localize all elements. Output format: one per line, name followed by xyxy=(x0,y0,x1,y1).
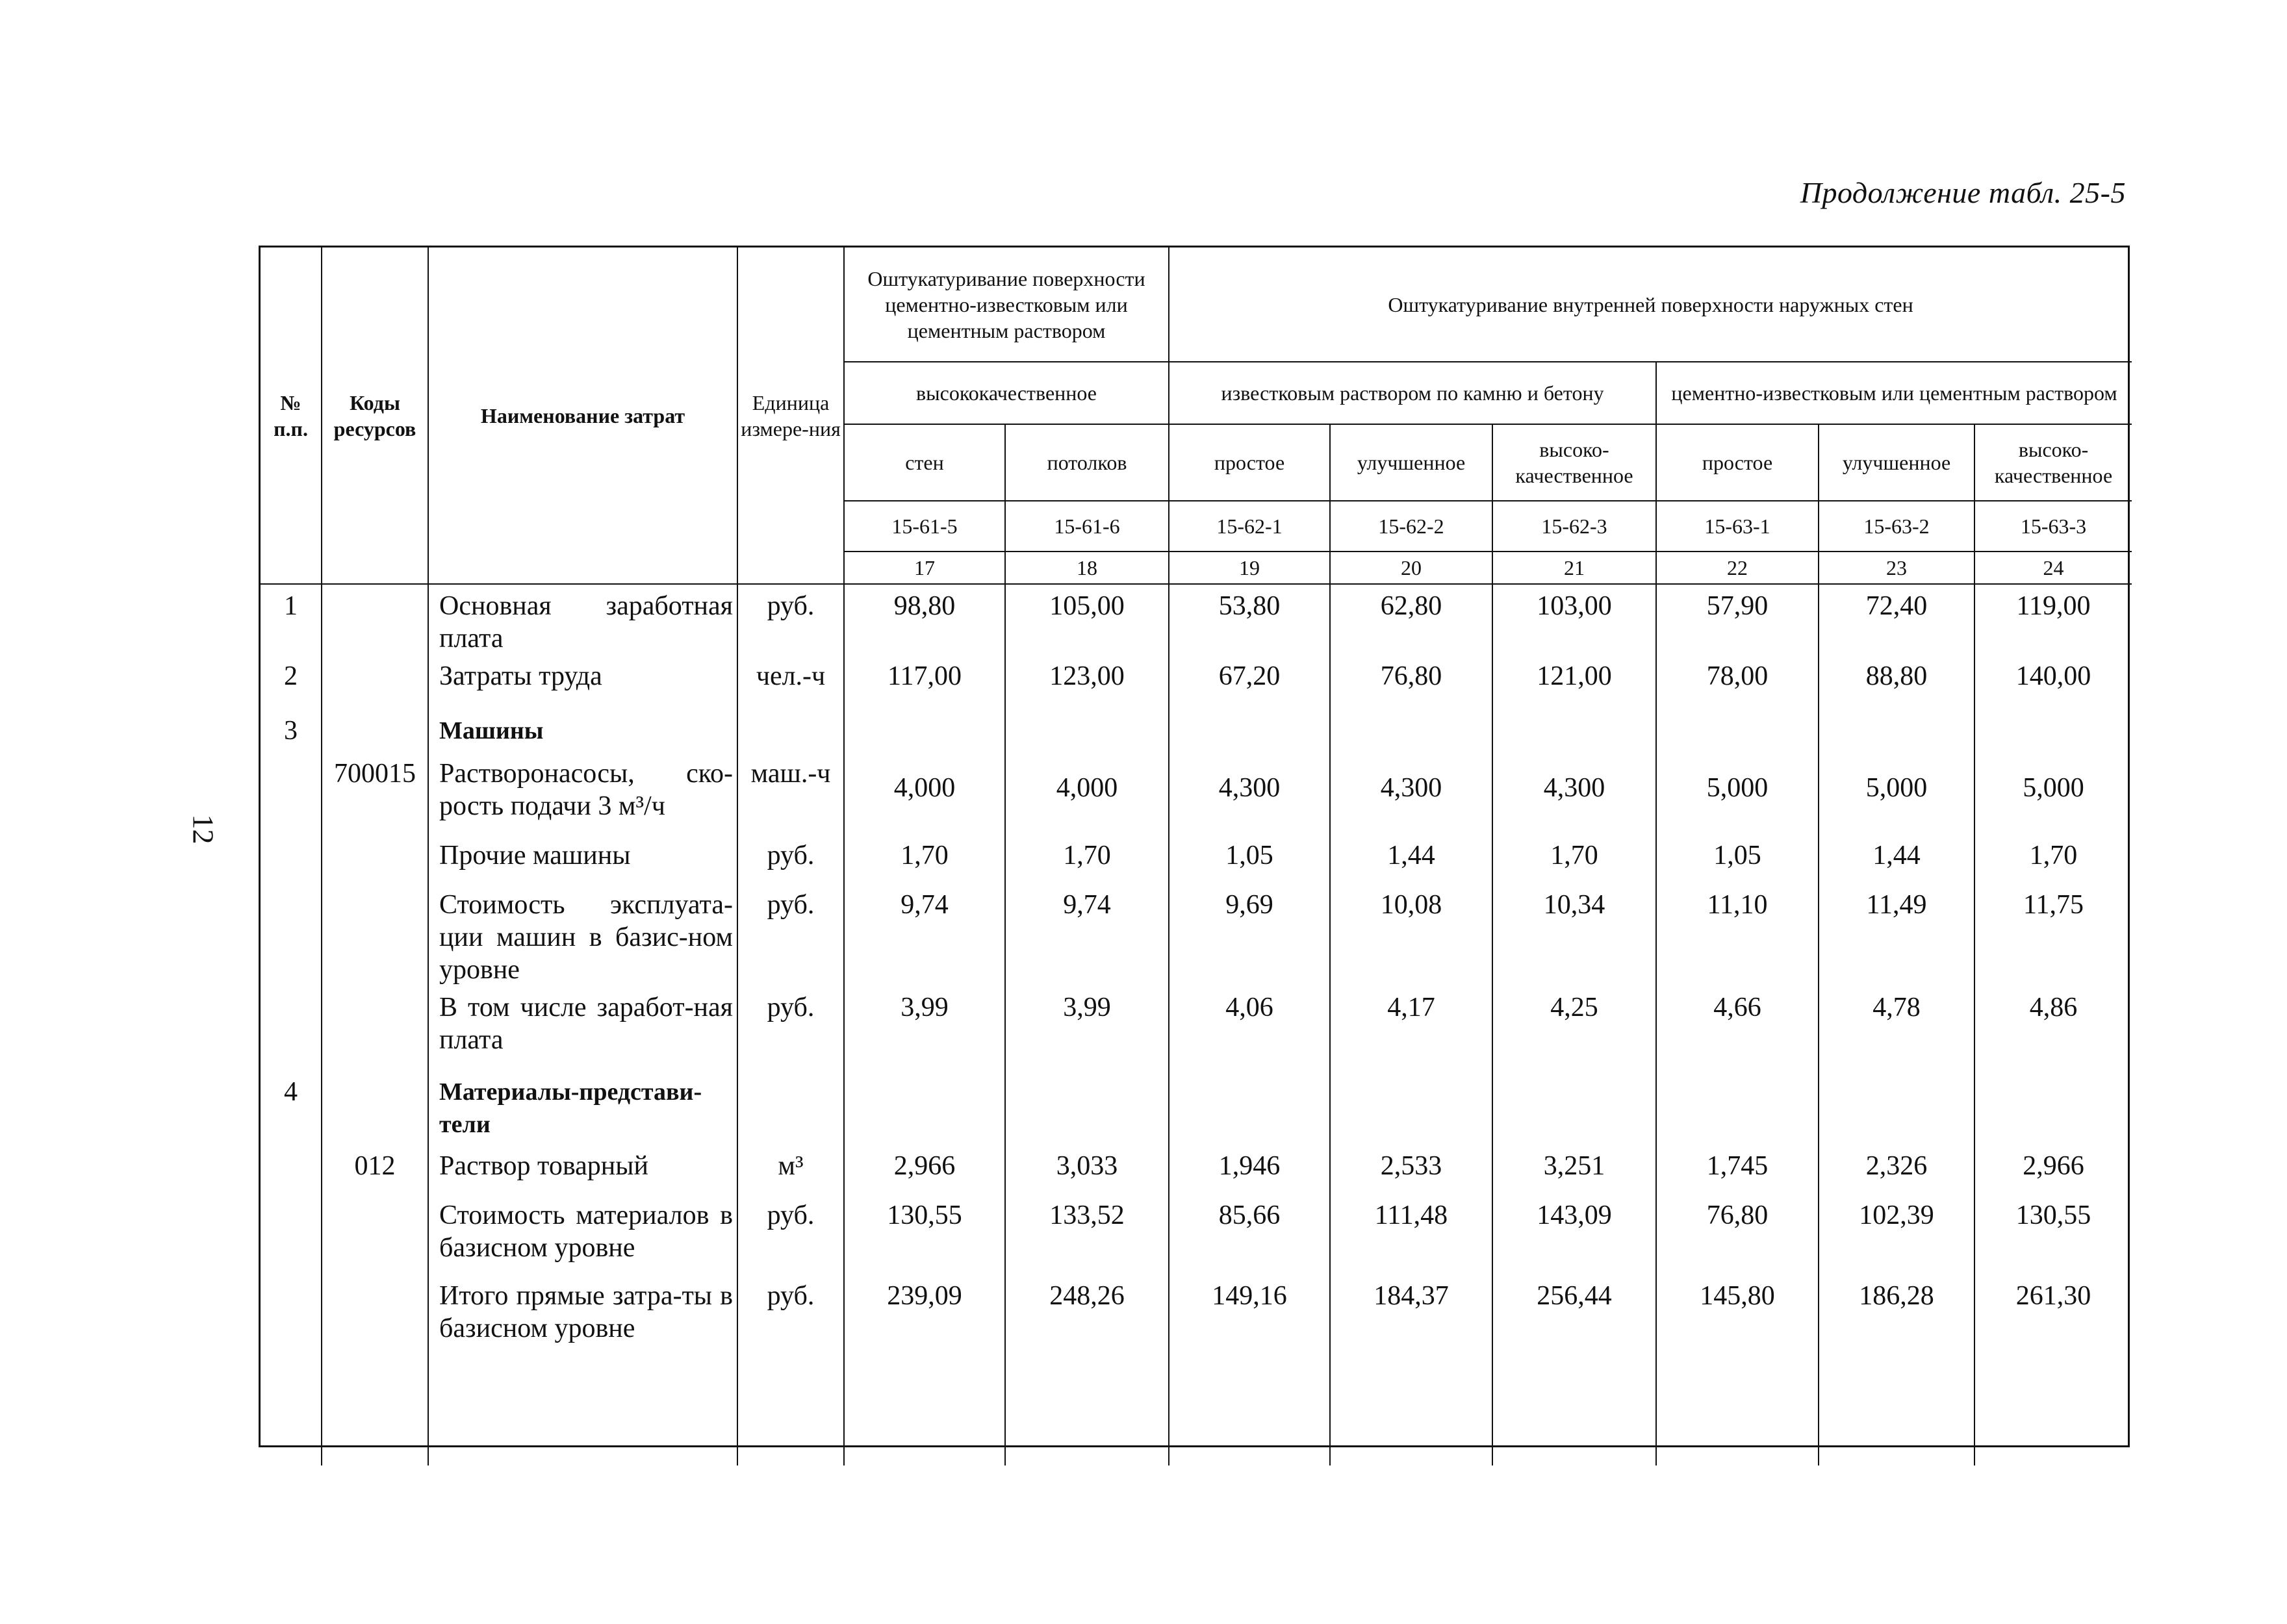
cost-name: Стоимость материалов в базисном уровне xyxy=(428,1194,737,1275)
table-row xyxy=(261,1275,2132,1355)
value: 4,25 xyxy=(1492,986,1656,1071)
resource-code: 700015 xyxy=(322,752,428,834)
value: 1,44 xyxy=(1330,834,1492,883)
header-leaf: простое xyxy=(1169,424,1330,501)
value: 4,66 xyxy=(1656,986,1819,1071)
value: 140,00 xyxy=(1974,655,2132,709)
value: 1,05 xyxy=(1169,834,1330,883)
section-title: Материалы-представи-тели xyxy=(428,1071,737,1145)
unit xyxy=(737,709,844,752)
value: 78,00 xyxy=(1656,655,1819,709)
value: 261,30 xyxy=(1974,1275,2132,1355)
resource-code xyxy=(322,834,428,883)
unit: руб. xyxy=(737,584,844,655)
value: 4,06 xyxy=(1169,986,1330,1071)
table-row xyxy=(261,1145,2132,1194)
header-group-a: Оштукатуривание поверхности цементно-известковым или цементным раствором xyxy=(844,247,1169,362)
resource-code xyxy=(322,883,428,986)
header-norm-code: 15-63-2 xyxy=(1819,501,1974,552)
value: 76,80 xyxy=(1656,1194,1819,1275)
cost-name: Раствор товарный xyxy=(428,1145,737,1194)
table-filler-row xyxy=(261,1355,2132,1465)
value: 1,70 xyxy=(1974,834,2132,883)
unit: маш.-ч xyxy=(737,752,844,834)
value: 5,000 xyxy=(1656,752,1819,834)
value: 1,70 xyxy=(1005,834,1169,883)
value: 119,00 xyxy=(1974,584,2132,655)
value: 145,80 xyxy=(1656,1275,1819,1355)
header-column-number: 21 xyxy=(1492,552,1656,584)
row-number xyxy=(261,752,322,834)
header-column-number: 19 xyxy=(1169,552,1330,584)
row-number xyxy=(261,1275,322,1355)
cost-name: В том числе заработ-ная плата xyxy=(428,986,737,1071)
value: 256,44 xyxy=(1492,1275,1656,1355)
header-column-number: 20 xyxy=(1330,552,1492,584)
table-row xyxy=(261,1194,2132,1275)
value: 4,17 xyxy=(1330,986,1492,1071)
value: 53,80 xyxy=(1169,584,1330,655)
value xyxy=(1169,709,1330,752)
unit: руб. xyxy=(737,1275,844,1355)
resource-code xyxy=(322,986,428,1071)
value: 2,326 xyxy=(1819,1145,1974,1194)
value xyxy=(1819,709,1974,752)
unit: чел.-ч xyxy=(737,655,844,709)
table-body xyxy=(261,584,2132,1465)
row-number xyxy=(261,883,322,986)
unit: руб. xyxy=(737,834,844,883)
row-number xyxy=(261,986,322,1071)
value: 9,74 xyxy=(844,883,1005,986)
unit: руб. xyxy=(737,986,844,1071)
value: 9,74 xyxy=(1005,883,1169,986)
value: 5,000 xyxy=(1819,752,1974,834)
header-name: Наименование затрат xyxy=(428,247,737,584)
header-leaf: стен xyxy=(844,424,1005,501)
value: 2,966 xyxy=(844,1145,1005,1194)
value: 4,000 xyxy=(844,752,1005,834)
value: 130,55 xyxy=(844,1194,1005,1275)
value: 3,99 xyxy=(1005,986,1169,1071)
table-row xyxy=(261,986,2132,1071)
value xyxy=(1819,1071,1974,1145)
value: 111,48 xyxy=(1330,1194,1492,1275)
value: 5,000 xyxy=(1974,752,2132,834)
cost-table-frame xyxy=(259,246,2130,1447)
value: 57,90 xyxy=(1656,584,1819,655)
value: 1,05 xyxy=(1656,834,1819,883)
header-leaf: простое xyxy=(1656,424,1819,501)
value xyxy=(1974,1071,2132,1145)
value: 105,00 xyxy=(1005,584,1169,655)
header-sub-b2: цементно-известковым или цементным раствором xyxy=(1656,362,2132,424)
table-row xyxy=(261,1071,2132,1145)
value: 1,70 xyxy=(844,834,1005,883)
value xyxy=(1974,709,2132,752)
resource-code: 012 xyxy=(322,1145,428,1194)
table-row xyxy=(261,834,2132,883)
value: 133,52 xyxy=(1005,1194,1169,1275)
unit: м³ xyxy=(737,1145,844,1194)
value: 2,966 xyxy=(1974,1145,2132,1194)
value: 62,80 xyxy=(1330,584,1492,655)
value: 1,745 xyxy=(1656,1145,1819,1194)
value xyxy=(1330,1071,1492,1145)
value: 1,70 xyxy=(1492,834,1656,883)
table-row xyxy=(261,584,2132,655)
header-number: № п.п. xyxy=(261,247,322,584)
value: 102,39 xyxy=(1819,1194,1974,1275)
value xyxy=(1492,1071,1656,1145)
value: 4,300 xyxy=(1492,752,1656,834)
value: 121,00 xyxy=(1492,655,1656,709)
table-row xyxy=(261,709,2132,752)
resource-code xyxy=(322,1275,428,1355)
header-codes: Коды ресурсов xyxy=(322,247,428,584)
value: 76,80 xyxy=(1330,655,1492,709)
value xyxy=(1656,709,1819,752)
table-row xyxy=(261,752,2132,834)
value xyxy=(844,1071,1005,1145)
value xyxy=(1330,709,1492,752)
row-number xyxy=(261,1194,322,1275)
resource-code xyxy=(322,655,428,709)
table-row xyxy=(261,655,2132,709)
value xyxy=(1005,1071,1169,1145)
header-norm-code: 15-62-3 xyxy=(1492,501,1656,552)
header-column-number: 22 xyxy=(1656,552,1819,584)
table-row xyxy=(261,883,2132,986)
table-caption: Продолжение табл. 25-5 xyxy=(1800,176,2126,209)
value xyxy=(1492,709,1656,752)
cost-table xyxy=(261,247,2132,1465)
value xyxy=(1656,1071,1819,1145)
header-norm-code: 15-62-1 xyxy=(1169,501,1330,552)
cost-name: Стоимость эксплуата-ции машин в базис-ном уровне xyxy=(428,883,737,986)
resource-code xyxy=(322,1071,428,1145)
header-leaf: высоко-качественное xyxy=(1974,424,2132,501)
header-column-number: 18 xyxy=(1005,552,1169,584)
header-sub-b1: известковым раствором по камню и бетону xyxy=(1169,362,1656,424)
value xyxy=(844,709,1005,752)
value: 239,09 xyxy=(844,1275,1005,1355)
row-number: 1 xyxy=(261,584,322,655)
value: 11,75 xyxy=(1974,883,2132,986)
header-norm-code: 15-63-3 xyxy=(1974,501,2132,552)
resource-code xyxy=(322,709,428,752)
value: 149,16 xyxy=(1169,1275,1330,1355)
value: 117,00 xyxy=(844,655,1005,709)
value: 143,09 xyxy=(1492,1194,1656,1275)
header-unit: Единица измере-ния xyxy=(737,247,844,584)
value: 67,20 xyxy=(1169,655,1330,709)
value: 88,80 xyxy=(1819,655,1974,709)
value: 4,000 xyxy=(1005,752,1169,834)
value: 184,37 xyxy=(1330,1275,1492,1355)
value: 130,55 xyxy=(1974,1194,2132,1275)
header-column-number: 24 xyxy=(1974,552,2132,584)
value: 1,946 xyxy=(1169,1145,1330,1194)
header-norm-code: 15-61-6 xyxy=(1005,501,1169,552)
row-number: 4 xyxy=(261,1071,322,1145)
value: 3,251 xyxy=(1492,1145,1656,1194)
header-column-number: 23 xyxy=(1819,552,1974,584)
row-number xyxy=(261,1145,322,1194)
value: 98,80 xyxy=(844,584,1005,655)
row-number: 3 xyxy=(261,709,322,752)
value: 103,00 xyxy=(1492,584,1656,655)
value: 248,26 xyxy=(1005,1275,1169,1355)
cost-name: Прочие машины xyxy=(428,834,737,883)
header-leaf: потолков xyxy=(1005,424,1169,501)
section-title: Машины xyxy=(428,709,737,752)
value: 85,66 xyxy=(1169,1194,1330,1275)
value: 186,28 xyxy=(1819,1275,1974,1355)
value: 1,44 xyxy=(1819,834,1974,883)
row-number: 2 xyxy=(261,655,322,709)
value: 72,40 xyxy=(1819,584,1974,655)
header-sub-a: высококачественное xyxy=(844,362,1169,424)
value: 10,34 xyxy=(1492,883,1656,986)
unit: руб. xyxy=(737,883,844,986)
header-leaf: улучшенное xyxy=(1330,424,1492,501)
value xyxy=(1169,1071,1330,1145)
header-column-number: 17 xyxy=(844,552,1005,584)
value: 9,69 xyxy=(1169,883,1330,986)
resource-code xyxy=(322,1194,428,1275)
header-norm-code: 15-61-5 xyxy=(844,501,1005,552)
page-number: 12 xyxy=(186,814,220,844)
cost-name: Затраты труда xyxy=(428,655,737,709)
value: 123,00 xyxy=(1005,655,1169,709)
header-norm-code: 15-62-2 xyxy=(1330,501,1492,552)
resource-code xyxy=(322,584,428,655)
value: 11,49 xyxy=(1819,883,1974,986)
cost-name: Итого прямые затра-ты в базисном уровне xyxy=(428,1275,737,1355)
unit xyxy=(737,1071,844,1145)
value: 4,300 xyxy=(1169,752,1330,834)
cost-name: Основная заработная плата xyxy=(428,584,737,655)
value xyxy=(1005,709,1169,752)
table-header xyxy=(261,247,2132,584)
unit: руб. xyxy=(737,1194,844,1275)
header-leaf: высоко-качественное xyxy=(1492,424,1656,501)
cost-name: Растворонасосы, ско-рость подачи 3 м³/ч xyxy=(428,752,737,834)
header-group-b: Оштукатуривание внутренней поверхности наружных стен xyxy=(1169,247,2132,362)
header-norm-code: 15-63-1 xyxy=(1656,501,1819,552)
value: 3,033 xyxy=(1005,1145,1169,1194)
header-leaf: улучшенное xyxy=(1819,424,1974,501)
value: 4,78 xyxy=(1819,986,1974,1071)
value: 4,86 xyxy=(1974,986,2132,1071)
value: 2,533 xyxy=(1330,1145,1492,1194)
value: 4,300 xyxy=(1330,752,1492,834)
value: 11,10 xyxy=(1656,883,1819,986)
row-number xyxy=(261,834,322,883)
value: 10,08 xyxy=(1330,883,1492,986)
value: 3,99 xyxy=(844,986,1005,1071)
